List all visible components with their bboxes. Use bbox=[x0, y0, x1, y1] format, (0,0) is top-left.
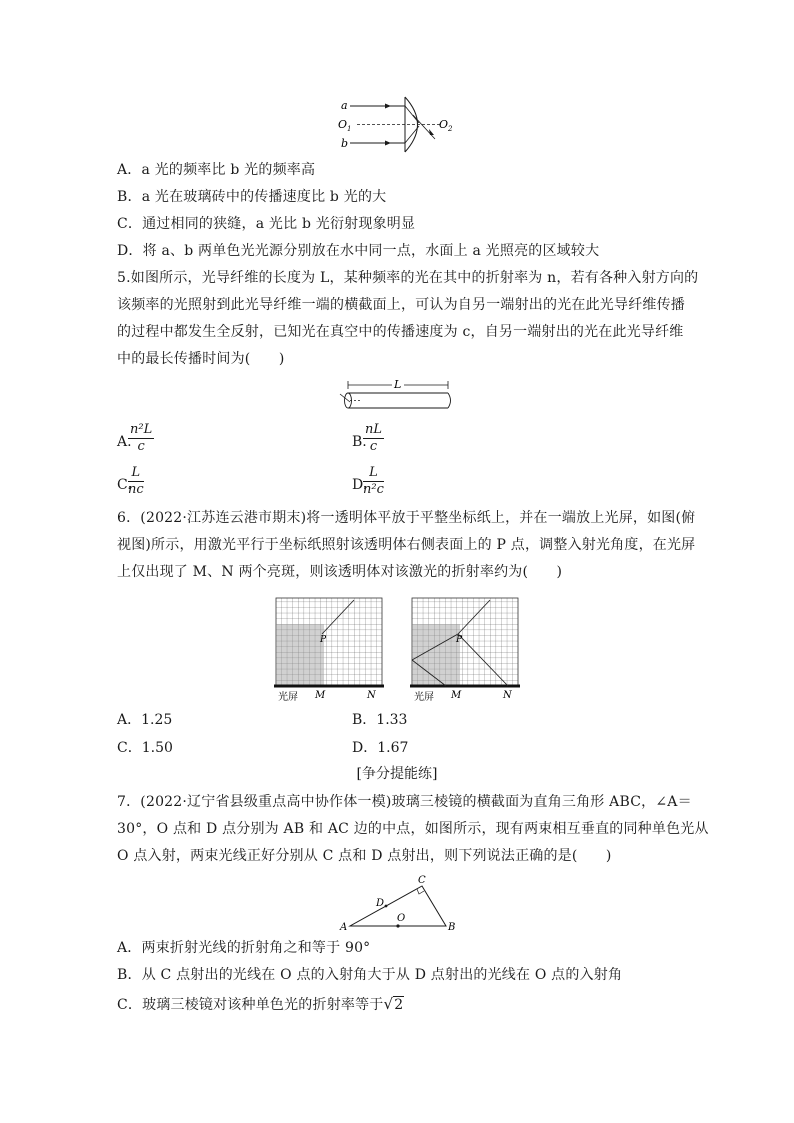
q6-line-2: 视图)所示，用激光平行于坐标纸照射该透明体右侧表面上的 P 点，调整入射光角度，在光屏 bbox=[117, 537, 696, 553]
q7-option-c-text: C．玻璃三棱镜对该种单色光的折射率等于 bbox=[117, 997, 384, 1013]
q4-label-b: b bbox=[341, 137, 349, 150]
q4-option-c: C．通过相同的狭缝，a 光比 b 光衍射现象明显 bbox=[117, 216, 416, 232]
q7-line-3: O 点入射，两束光线正好分别从 C 点和 D 点射出，则下列说法正确的是( ) bbox=[117, 848, 612, 864]
q6-label-screen-left: 光屏 bbox=[278, 692, 298, 703]
q5-line-4: 中的最长传播时间为( ) bbox=[117, 351, 285, 367]
q5-fiber-end-right bbox=[448, 393, 451, 408]
q5-label-l: L bbox=[394, 378, 402, 391]
q6-label-p-left: P bbox=[320, 635, 327, 645]
q4-label-o1: O bbox=[338, 118, 348, 131]
q5-option-c-num: L bbox=[128, 465, 144, 482]
q6-line-1: 6．(2022·江苏连云港市期末)将一透明体平放于平整坐标纸上，并在一端放上光屏，如图(俯 bbox=[117, 510, 696, 526]
q4-exit-arrow bbox=[429, 129, 434, 135]
q7-point-o bbox=[396, 924, 399, 927]
q5-option-d-num: L bbox=[363, 465, 384, 482]
q6-label-n-left: N bbox=[367, 690, 376, 701]
q7-right-angle-mark bbox=[417, 889, 424, 894]
q5-option-a-fraction bbox=[128, 422, 154, 455]
q6-option-d: D．1.67 bbox=[352, 740, 409, 756]
q7-option-a: A．两束折射光线的折射角之和等于 90° bbox=[117, 940, 371, 956]
q7-line-1: 7．(2022·辽宁省县级重点高中协作体一模)玻璃三棱镜的横截面为直角三角形 ABC，∠A＝ bbox=[117, 794, 692, 810]
q5-option-b-fraction bbox=[363, 422, 384, 455]
q5-incident-ray bbox=[340, 394, 350, 402]
sqrt-value: 2 bbox=[394, 997, 404, 1013]
q4-semicircle-glass bbox=[405, 97, 418, 152]
q6-grid-figure-right bbox=[406, 596, 526, 706]
q4-exit-ray bbox=[413, 115, 435, 139]
q5-option-a-num: n²L bbox=[130, 422, 153, 437]
q6-label-screen-right: 光屏 bbox=[414, 692, 434, 703]
q5-option-c-den: nc bbox=[128, 482, 144, 497]
q6-label-m-left: M bbox=[315, 690, 326, 701]
q5-option-d-fraction bbox=[363, 465, 384, 498]
q7-label-o: O bbox=[397, 913, 406, 924]
q4-arrow-b bbox=[385, 141, 391, 146]
q5-line-2: 该频率的光照射到此光导纤维一端的横截面上，可认为自另一端射出的光在此光导纤维传播 bbox=[117, 297, 685, 313]
q4-option-a: A．a 光的频率比 b 光的频率高 bbox=[117, 162, 316, 178]
q4-label-o1-sub: 1 bbox=[347, 125, 352, 133]
q5-option-c-fraction bbox=[128, 465, 144, 498]
q4-label-a: a bbox=[341, 99, 348, 112]
q6-option-b: B．1.33 bbox=[352, 712, 408, 728]
q6-grid-figure-left bbox=[270, 596, 390, 706]
q7-option-b: B．从 C 点射出的光线在 O 点的入射角大于从 D 点射出的光线在 O 点的入射角 bbox=[117, 967, 623, 983]
q6-option-c: C．1.50 bbox=[117, 740, 173, 756]
q7-line-2: 30°，O 点和 D 点分别为 AB 和 AC 边的中点，如图所示，现有两束相互垂直的同种单色光从 bbox=[117, 821, 709, 837]
q4-refracted-a bbox=[405, 106, 419, 123]
q5-line-1: 5.如图所示，光导纤维的长度为 L，某种频率的光在其中的折射率为 n，若有各种入射方向的 bbox=[117, 270, 699, 286]
q5-option-a-den: c bbox=[137, 439, 145, 454]
q7-option-c bbox=[117, 994, 404, 1015]
q7-label-d: D bbox=[376, 898, 385, 909]
sqrt-symbol: √ bbox=[383, 995, 394, 1013]
q6-label-p-right: P bbox=[456, 635, 463, 645]
section-title: [争分提能练] bbox=[356, 766, 438, 782]
q4-refracted-b bbox=[405, 126, 419, 143]
q7-triangle-figure bbox=[336, 872, 466, 932]
q6-transparent-body-left bbox=[276, 624, 324, 686]
q6-label-n-right: N bbox=[503, 690, 512, 701]
q7-label-b: B bbox=[448, 922, 456, 932]
q5-option-d-den: n²c bbox=[363, 482, 384, 497]
q5-fiber-figure bbox=[338, 377, 458, 413]
q5-option-b-letter: B. bbox=[352, 434, 367, 450]
q6-option-a: A．1.25 bbox=[117, 712, 173, 728]
q7-point-d bbox=[385, 905, 388, 908]
q5-option-c-letter: C. bbox=[117, 477, 132, 493]
q6-label-m-right: M bbox=[451, 690, 462, 701]
q5-option-b-den: c bbox=[369, 439, 378, 454]
q7-label-c: C bbox=[418, 875, 426, 886]
q5-option-d-letter: D. bbox=[352, 477, 368, 493]
q4-arrow-a bbox=[385, 104, 391, 109]
q4-option-b: B．a 光在玻璃砖中的传播速度比 b 光的大 bbox=[117, 189, 387, 205]
q4-label-o2: O bbox=[439, 118, 449, 131]
q5-line-3: 的过程中都发生全反射，已知光在真空中的传播速度为 c，自另一端射出的光在此光导纤维 bbox=[117, 324, 684, 340]
q7-label-a: A bbox=[340, 922, 348, 932]
q5-option-b-num: nL bbox=[365, 422, 383, 437]
q6-transparent-body-right bbox=[412, 624, 460, 686]
q5-option-a-letter: A. bbox=[117, 434, 132, 450]
q4-label-o2-sub: 2 bbox=[448, 125, 453, 133]
q6-line-3: 上仅出现了 M、N 两个亮斑，则该透明体对该激光的折射率约为( ) bbox=[117, 564, 563, 580]
q4-option-d: D．将 a、b 两单色光光源分别放在水中同一点，水面上 a 光照亮的区域较大 bbox=[117, 243, 600, 259]
q4-lens-figure bbox=[335, 95, 465, 155]
